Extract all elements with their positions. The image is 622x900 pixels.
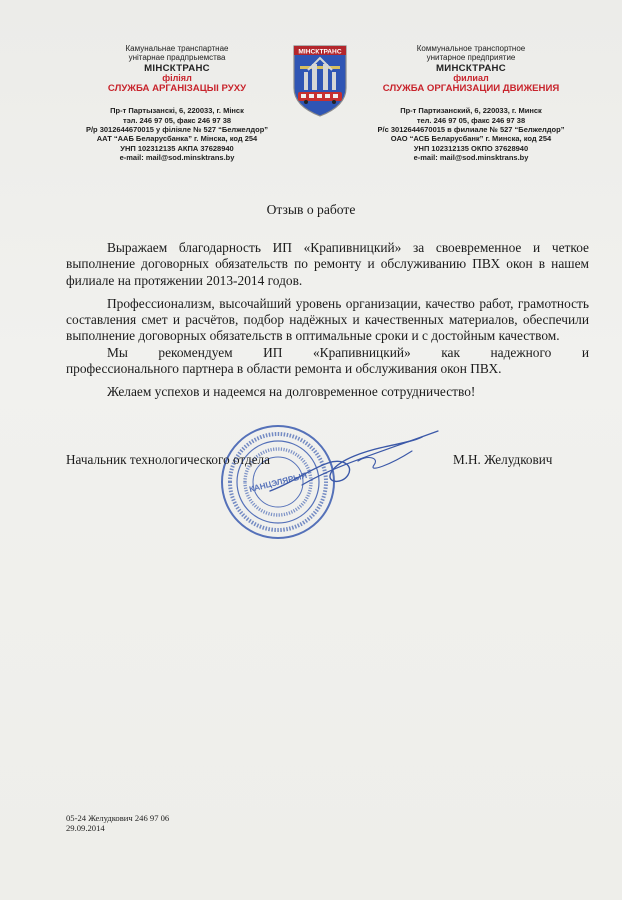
paragraph-wishes: Желаем успехов и надеемся на долговременное сотрудничество!: [107, 384, 476, 400]
org-name-line1: Камунальнае транспартнае: [125, 44, 229, 53]
signer-name: М.Н. Желудкович: [453, 452, 553, 467]
paragraph-gratitude: Выражаем благодарность ИП «Крапивницкий» за своевременное и четкое выполнение договорных обязательств по ремонту и обслуживанию ПВХ окон в нашем филиале на протяжении 2013-2014 годов.: [66, 240, 589, 288]
executor-line: 05-24 Желудкович 246 97 06: [66, 813, 170, 823]
org-name-line1: Коммунальное транспортное: [416, 44, 526, 53]
bank-line: Р/с 3012644670015 в филиале № 527 “Белжелдор”: [377, 125, 565, 135]
signer-position: Начальник технологического отдела: [66, 452, 270, 467]
org-name-line2: унітарнае прадпрыемства: [128, 53, 226, 63]
bank-line: ААТ “ААБ Беларусбанка” г. Мінска, код 254: [96, 134, 258, 144]
bank-line: ОАО “АСБ Беларусбанк” г. Минска, код 254: [390, 134, 552, 144]
logo-wordmark: МIНСКТРАНС: [298, 48, 342, 56]
header-right: [356, 44, 586, 163]
signature-block: [66, 452, 566, 468]
paragraph-professionalism: Профессионализм, высочайший уровень организации, качество работ, грамотность составления смет и расчётов, подбор надёжных и качественных материалов, обеспечили выполнение договорных обязательств в оптимальные сроки и с достойным качеством.: [66, 295, 589, 344]
address-block: [62, 106, 292, 162]
address-line: Пр-т Партызанскі, 6, 220033, г. Мінск: [110, 106, 244, 116]
bank-line: Р/р 3012644670015 у філіяле № 527 “Белжелдор”: [85, 125, 269, 135]
branch-label: филиал: [453, 73, 489, 84]
tax-id-line: УНП 102312135 АКПА 37628940: [120, 143, 234, 153]
brand-name: МIНСКТРАНС: [144, 62, 210, 74]
service-name: СЛУЖБА ОРГАНИЗАЦИИ ДВИЖЕНИЯ: [382, 83, 560, 95]
address-block: [356, 106, 586, 162]
letter-title: Отзыв о работе: [266, 202, 356, 217]
brand-name: МИНСКТРАНС: [435, 62, 507, 74]
header-left: [62, 44, 292, 163]
stamp-center-text: КАНЦЭЛЯРЫЯ: [248, 470, 308, 495]
paragraph-recommendation-line2: профессионального партнера в области ремонта и обслуживания окон ПВХ.: [66, 361, 502, 377]
service-name: СЛУЖБА АРГАНІЗАЦЫІ РУХУ: [107, 83, 247, 95]
email-line: e-mail: mail@sod.minsktrans.by: [119, 153, 235, 163]
address-line: Пр-т Партизанский, 6, 220033, г. Минск: [400, 106, 542, 116]
footer-note: [66, 813, 169, 833]
letter-body: [66, 240, 589, 408]
email-line: e-mail: mail@sod.minsktrans.by: [413, 153, 529, 163]
paragraph-recommendation-line1: Мы рекомендуем ИП «Крапивницкий» как надежного и: [107, 344, 589, 360]
org-name-line2: унитарное предприятие: [426, 53, 516, 63]
date-line: 29.09.2014: [66, 823, 105, 833]
tax-id-line: УНП 102312135 ОКПО 37628940: [413, 143, 529, 153]
phone-line: тэл. 246 97 05, факс 246 97 38: [122, 115, 232, 125]
branch-label: філіял: [162, 73, 192, 84]
phone-line: тел. 246 97 05, факс 246 97 38: [416, 115, 526, 125]
minsktrans-logo: [290, 44, 350, 118]
